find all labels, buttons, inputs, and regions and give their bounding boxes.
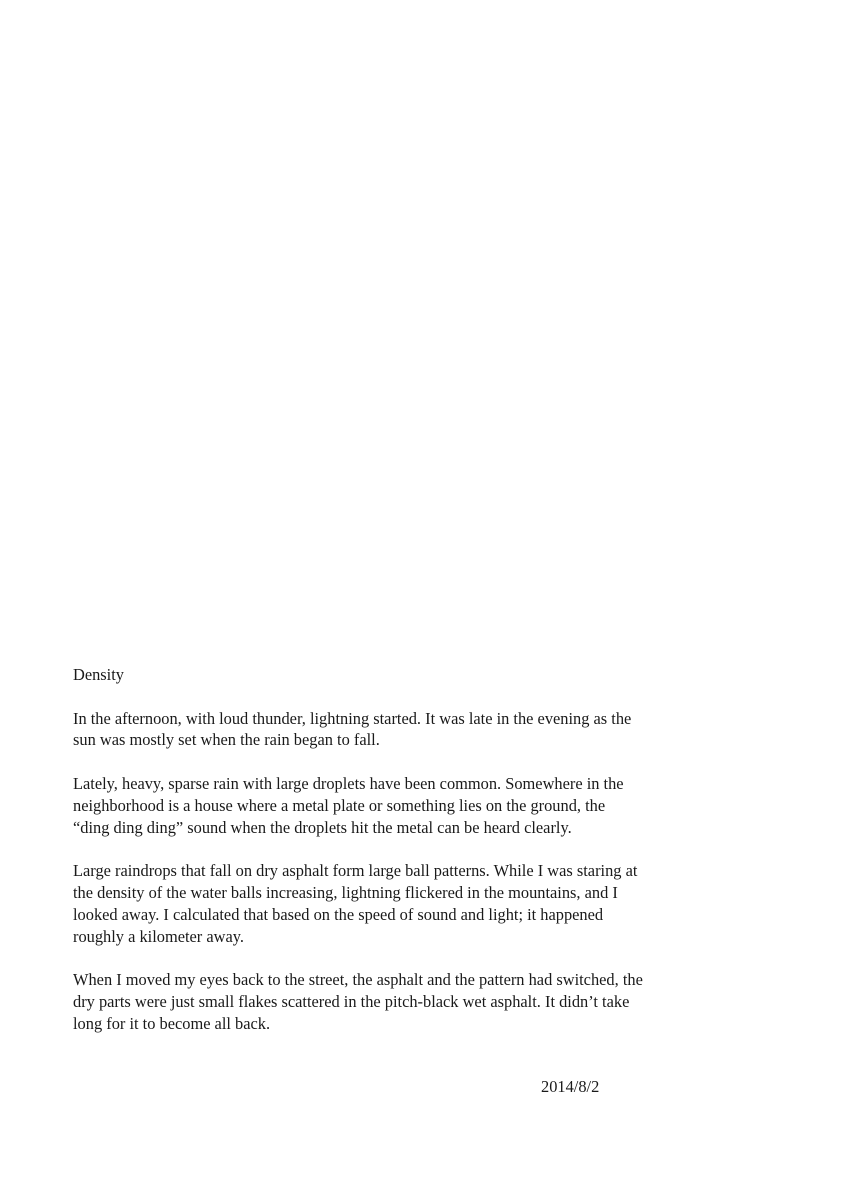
essay-title: Density <box>73 665 124 684</box>
essay-date: 2014/8/2 <box>541 1077 600 1096</box>
essay-body <box>73 664 643 1035</box>
paragraph-1: In the afternoon, with loud thunder, lightning started. It was late in the evening as the sun was mostly set when the rain began to fall. <box>73 708 632 750</box>
paragraph-4: When I moved my eyes back to the street, the asphalt and the pattern had switched, the dry parts were just small flakes scattered in the pitch-black wet asphalt. It didn’t take long for it to become all back. <box>73 970 643 1033</box>
paragraph-3: Large raindrops that fall on dry asphalt form large ball patterns. While I was staring at the density of the water balls increasing, lightning flickered in the mountains, and I looked away. I calculated that based on the speed of sound and light; it happened roughly a kilometer away. <box>73 861 638 946</box>
paragraph-2: Lately, heavy, sparse rain with large droplets have been common. Somewhere in the neighborhood is a house where a metal plate or something lies on the ground, the “ding ding ding” sound when the droplets hit the metal can be heard clearly. <box>73 773 624 837</box>
